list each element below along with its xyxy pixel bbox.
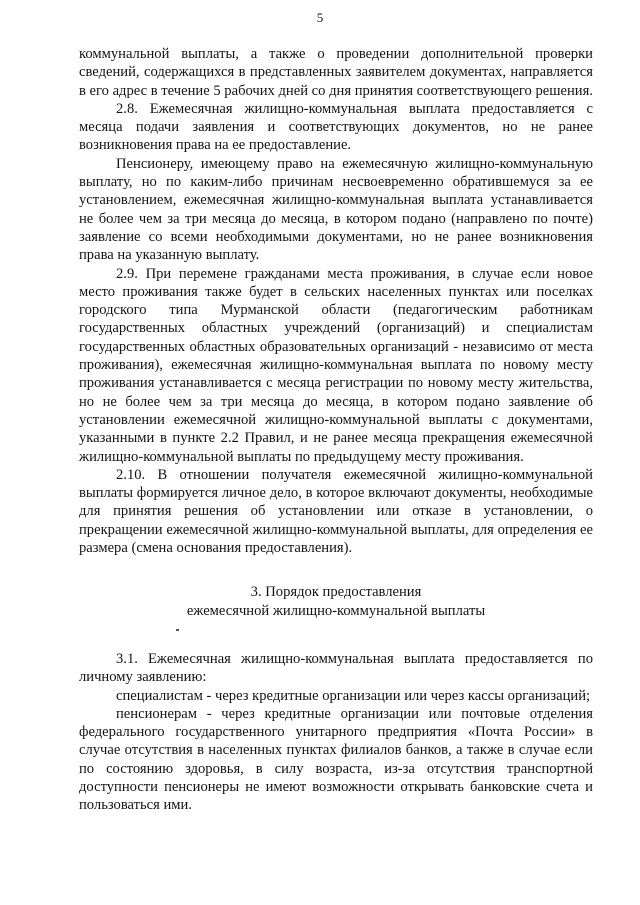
paragraph-3-1: 3.1. Ежемесячная жилищно-коммунальная выплата предоставляется по личному заявлению: xyxy=(79,650,593,686)
paragraph-specialists: специалистам - через кредитные организации или через кассы организаций; xyxy=(116,687,591,704)
paragraph-2-8: 2.8. Ежемесячная жилищно-коммунальная выплата предоставляется с месяца подачи заявления и соответствующих документов, но не ранее возникновения права на ее предоставление. xyxy=(79,100,593,154)
page-number: 5 xyxy=(316,10,324,25)
paragraph-pensioner: Пенсионеру, имеющему право на ежемесячную жилищно-коммунальную выплату, но по каким-либо причинам несвоевременно обратившемуся за ее установлением, ежемесячная жилищно-коммунальная выплата устанавливается не более чем за три месяца до месяца, в котором подано (направлено по почте) заявление со всеми необходимыми документами, но не ранее возникновения права на указанную выплату. xyxy=(79,155,593,264)
paragraph-pensioners: пенсионерам - через кредитные организации или почтовые отделения федерального государственного унитарного предприятия «Почта России» в случае отсутствия в населенных пунктах филиалов банков, а также в случае если по состоянию здоровья, в силу возраста, из-за отсутствия транспортной доступности пенсионеры не имеют возможности открывать банковские счета и пользоваться ими. xyxy=(79,705,593,814)
document-body xyxy=(79,45,593,815)
scan-mark xyxy=(176,629,179,631)
paragraph-2-9: 2.9. При перемене гражданами места проживания, в случае если новое место проживания также будет в сельских населенных пунктах или поселках городского типа Мурманской области (педагогическим работникам государственных областных учреждений (организаций) и специалистам государственных областных образовательных организаций - независимо от места проживания), ежемесячная жилищно-коммунальная выплата по новому месту проживания устанавливается с месяца регистрации по новому месту жительства, но не более чем за три месяца до месяца, в котором подано заявление об установлении ежемесячной жилищно-коммунальной выплаты с документами, указанными в пункте 2.2 Правил, и не ранее месяца прекращения ежемесячной жилищно-коммунальной выплаты по предыдущему месту проживания. xyxy=(79,265,593,465)
section-heading xyxy=(79,583,593,620)
section-heading-line-2: ежемесячной жилищно-коммунальной выплаты xyxy=(186,602,486,619)
paragraph-continuation: коммунальной выплаты, а также о проведении дополнительной проверки сведений, содержащихся в представленных заявителем документах, направляется в его адрес в течение 5 рабочих дней со дня принятия соответствующего решения. xyxy=(79,46,593,99)
section-heading-line-1: 3. Порядок предоставления xyxy=(250,584,422,601)
paragraph-2-10: 2.10. В отношении получателя ежемесячной жилищно-коммунальной выплаты формируется личное дело, в которое включают документы, необходимые для принятия решения об установлении или отказе в установлении, о прекращении ежемесячной жилищно-коммунальной выплаты, для определения ее размера (смена основания предоставления). xyxy=(79,466,593,557)
